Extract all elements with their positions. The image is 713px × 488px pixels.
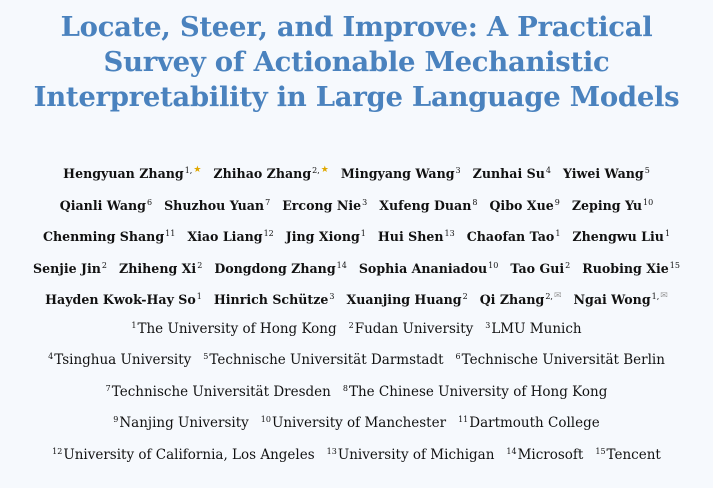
author: Ercong Nie $^3$	[282, 190, 367, 222]
author-name: Mingyang Wang	[340, 166, 455, 181]
author-row	[0, 158, 713, 190]
title-line: Locate, Steer, and Improve: A Practical	[60, 11, 653, 43]
affiliation-name: University of Michigan	[337, 446, 495, 463]
author: Zeping Yu $^{10}$	[572, 190, 653, 222]
affiliation: $^5$ Technische Universität Darmstadt	[203, 345, 443, 377]
equal-contribution-star-icon: ★	[193, 165, 202, 175]
author-name: Zhengwu Liu	[572, 229, 664, 244]
corresponding-author-envelope-icon: ✉	[553, 291, 562, 301]
author: Zhihao Zhang $^{2,}$ ★	[213, 158, 328, 193]
author: Xuanjing Huang $^2$	[347, 284, 468, 316]
author-name: Dongdong Zhang	[214, 260, 336, 276]
author-name: Qibo Xue	[489, 197, 554, 213]
affiliation-name: LMU Munich	[491, 320, 582, 337]
author: Senjie Jin $^2$	[33, 253, 107, 285]
affiliation: $^{13}$ University of Michigan	[327, 440, 495, 472]
title-line: Interpretability in Large Language Models	[33, 81, 680, 113]
author: Qi Zhang $^{2,}$ ✉	[480, 284, 562, 319]
author: Hui Shen $^{13}$	[378, 221, 455, 253]
author-name: Xiao Liang	[187, 229, 263, 244]
author-name: Zhiheng Xi	[119, 260, 197, 276]
author: Hayden Kwok-Hay So $^1$	[45, 284, 202, 316]
affiliation: $^{15}$ Tencent	[595, 440, 661, 472]
title-line: Survey of Actionable Mechanistic	[103, 46, 610, 78]
affiliation-name: Tencent	[606, 446, 661, 463]
author-name: Qi Zhang	[479, 292, 545, 307]
affiliation-list	[0, 314, 713, 472]
affiliation-name: Nanjing University	[119, 415, 249, 432]
affiliation-name: Technische Universität Darmstadt	[209, 352, 444, 369]
author-name: Sophia Ananiadou	[358, 260, 488, 276]
author: Zhiheng Xi $^2$	[119, 253, 202, 285]
author: Chenming Shang $^{11}$	[43, 221, 175, 253]
author-name: Hayden Kwok-Hay So	[45, 292, 196, 307]
affiliation-name: Microsoft	[517, 446, 584, 463]
author-name: Chaofan Tao	[466, 229, 555, 244]
author-row	[0, 253, 713, 285]
author: Shuzhou Yuan $^7$	[164, 190, 270, 222]
author-name: Qianli Wang	[59, 197, 146, 213]
author-name: Zhihao Zhang	[213, 166, 312, 181]
affiliation-name: Tsinghua University	[54, 352, 192, 369]
author-row	[0, 190, 713, 222]
affiliation: $^6$ Technische Universität Berlin	[456, 345, 665, 377]
author-name: Jing Xiong	[285, 229, 360, 244]
author: Xufeng Duan $^8$	[379, 190, 477, 222]
author: Qianli Wang $^6$	[60, 190, 152, 222]
affiliation: $^{14}$ Microsoft	[506, 440, 583, 472]
author-name: Yiwei Wang	[562, 166, 644, 181]
affiliation-name: The Chinese University of Hong Kong	[348, 383, 608, 400]
author: Jing Xiong $^1$	[286, 221, 366, 253]
author-name: Zeping Yu	[571, 197, 643, 213]
affiliation: $^{12}$ University of California, Los Angeles	[52, 440, 315, 472]
author-name: Xuanjing Huang	[346, 292, 462, 307]
author-name: Hui Shen	[377, 229, 444, 244]
author: Sophia Ananiadou $^{10}$	[359, 253, 499, 285]
affiliation-name: Technische Universität Berlin	[461, 352, 665, 369]
author: Hengyuan Zhang $^{1,}$ ★	[63, 158, 201, 193]
affiliation-name: University of Manchester	[271, 415, 447, 432]
affiliation-name: Technische Universität Dresden	[111, 383, 331, 400]
author: Zhengwu Liu $^1$	[572, 221, 670, 253]
author: Hinrich Schütze $^3$	[214, 284, 335, 316]
author-name: Ngai Wong	[573, 292, 651, 307]
affiliation-name: The University of Hong Kong	[137, 320, 337, 337]
affiliation-name: Dartmouth College	[469, 415, 600, 432]
author: Zunhai Su $^4$	[473, 158, 551, 190]
affiliation-row	[0, 377, 713, 409]
affiliation: $^7$ Technische Universität Dresden	[106, 377, 331, 409]
author-name: Zunhai Su	[472, 166, 545, 181]
author-name: Hinrich Schütze	[213, 292, 329, 307]
author-name: Ercong Nie	[282, 197, 362, 213]
equal-contribution-star-icon: ★	[320, 165, 329, 175]
corresponding-author-envelope-icon: ✉	[660, 291, 668, 301]
author-list	[0, 158, 713, 316]
author-name: Chenming Shang	[42, 229, 165, 244]
affiliation: $^{10}$ University of Manchester	[261, 408, 446, 440]
affiliation-row	[0, 408, 713, 440]
affiliation-name: Fudan University	[354, 320, 474, 337]
affiliation-row	[0, 440, 713, 472]
affiliation: $^3$ LMU Munich	[485, 314, 581, 346]
affiliation: $^4$ Tsinghua University	[48, 345, 191, 377]
author-name: Hengyuan Zhang	[63, 166, 184, 181]
affiliation-row	[0, 345, 713, 377]
affiliation-name: University of California, Los Angeles	[63, 446, 315, 463]
author: Ngai Wong $^{1,}$ ✉	[574, 284, 668, 319]
affiliation: $^9$ Nanjing University	[113, 408, 249, 440]
author-row	[0, 221, 713, 253]
author: Tao Gui $^2$	[510, 253, 570, 285]
affiliation: $^8$ The Chinese University of Hong Kong	[343, 377, 608, 409]
affiliation: $^1$ The University of Hong Kong	[131, 314, 336, 346]
author: Ruobing Xie $^{15}$	[582, 253, 680, 285]
author: Yiwei Wang $^5$	[563, 158, 650, 190]
affiliation: $^{11}$ Dartmouth College	[458, 408, 600, 440]
affiliation: $^2$ Fudan University	[349, 314, 474, 346]
author-name: Ruobing Xie	[582, 260, 669, 276]
paper-title	[0, 0, 713, 115]
author-name: Shuzhou Yuan	[164, 197, 265, 213]
author-name: Xufeng Duan	[379, 197, 472, 213]
author: Xiao Liang $^{12}$	[187, 221, 273, 253]
author: Mingyang Wang $^3$	[341, 158, 461, 190]
author-name: Tao Gui	[510, 260, 565, 276]
author: Dongdong Zhang $^{14}$	[214, 253, 347, 285]
author-row	[0, 284, 713, 316]
author: Qibo Xue $^9$	[489, 190, 559, 222]
author: Chaofan Tao $^1$	[467, 221, 561, 253]
author-name: Senjie Jin	[33, 260, 101, 276]
